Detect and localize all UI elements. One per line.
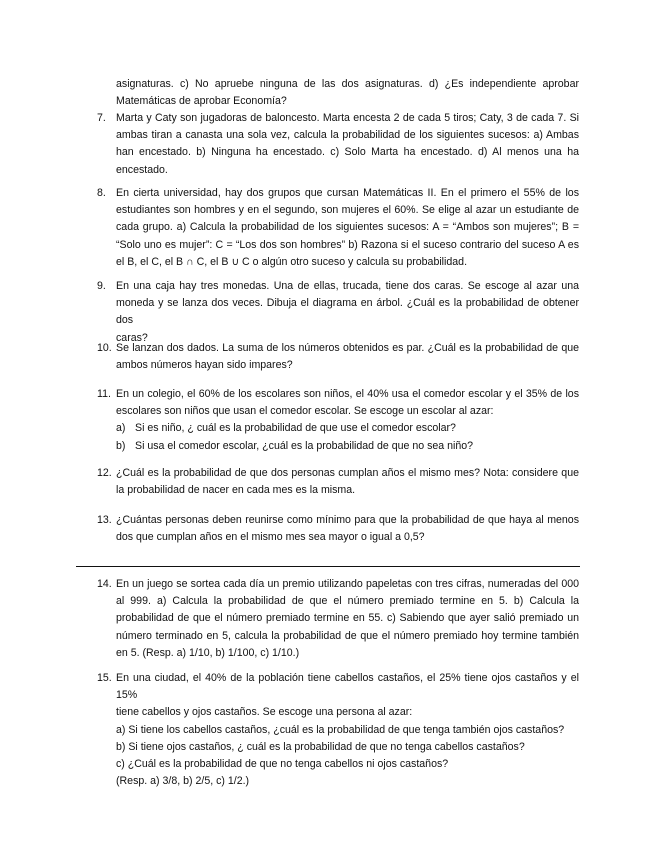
problem-number: 10. bbox=[97, 342, 112, 354]
text-line: Se lanzan dos dados. La suma de los números obtenidos es par. ¿Cuál es la probabilidad de que bbox=[116, 342, 579, 354]
subitem-label: b) bbox=[116, 439, 126, 452]
text-line: ambos números hayan sido impares? bbox=[116, 359, 293, 372]
problem-number: 7. bbox=[97, 112, 106, 124]
problem-number: 12. bbox=[97, 467, 112, 479]
problem-number: 13. bbox=[97, 514, 112, 526]
text-line: a) Si tiene los cabellos castaños, ¿cuál es la probabilidad de que tenga también ojos castaños? bbox=[116, 723, 565, 736]
subitem-text: Si usa el comedor escolar, ¿cuál es la probabilidad de que no sea niño? bbox=[135, 439, 474, 452]
text-line: Matemáticas de aprobar Economía? bbox=[116, 95, 287, 108]
text-line: En una caja hay tres monedas. Una de ellas, trucada, tiene dos caras. Se escoge al azar una bbox=[116, 280, 579, 292]
problem-number: 8. bbox=[97, 187, 106, 199]
text-line: dos que cumplan años en el mismo mes sea mayor o igual a 0,5? bbox=[116, 531, 425, 544]
text-line: En cierta universidad, hay dos grupos que cursan Matemáticas II. En el primero el 55% de los bbox=[116, 187, 579, 199]
text-line: la probabilidad de nacer en cada mes es la misma. bbox=[116, 484, 356, 497]
text-line: En una ciudad, el 40% de la población tiene cabellos castaños, el 25% tiene ojos castaños y el 15% bbox=[116, 672, 579, 702]
text-line: En un juego se sortea cada día un premio utilizando papeletas con tres cifras, numeradas del 000 bbox=[116, 578, 579, 590]
text-line: en 5. (Resp. a) 1/10, b) 1/100, c) 1/10.) bbox=[116, 646, 300, 659]
text-line: Marta y Caty son jugadoras de baloncesto. Marta encesta 2 de cada 5 tiros; Caty, 3 de cada 7. Si bbox=[116, 112, 579, 124]
problem-7 bbox=[97, 110, 579, 179]
text-line: caras? bbox=[116, 331, 148, 344]
subitem-text: Si es niño, ¿ cuál es la probabilidad de que use el comedor escolar? bbox=[135, 422, 456, 435]
text-line: ¿Cuántas personas deben reunirse como mínimo para que la probabilidad de que haya al menos bbox=[116, 514, 579, 526]
text-line: b) Si tiene ojos castaños, ¿ cuál es la probabilidad de que no tenga cabellos castaños? bbox=[116, 740, 525, 753]
text-line: tiene cabellos y ojos castaños. Se escoge una persona al azar: bbox=[116, 706, 413, 719]
text-line: moneda y se lanza dos veces. Dibuja el diagrama en árbol. ¿Cuál es la probabilidad de obtener dos bbox=[116, 297, 579, 327]
problem-number: 14. bbox=[97, 578, 112, 590]
problem-number: 9. bbox=[97, 280, 106, 292]
text-line: cada grupo. a) Calcula la probabilidad de los siguientes sucesos: A = “Ambos son mujeres”; B = bbox=[116, 221, 579, 234]
text-line: estudiantes son hombres y en el segundo, son mujeres el 60%. Se elige al azar un estudiante de bbox=[116, 204, 579, 217]
problem-13 bbox=[97, 512, 579, 546]
problem-number: 15. bbox=[97, 672, 112, 684]
text-line: c) ¿Cuál es la probabilidad de que no tenga cabellos ni ojos castaños? bbox=[116, 758, 449, 771]
text-line: número terminado en 5, calcula la probabilidad de que el número premiado hoy termine también bbox=[116, 629, 579, 642]
text-line: probabilidad de que el número premiado termine en 55. c) Sabiendo que ayer salió premiado un bbox=[116, 612, 579, 625]
text-line: han encestado. b) Ninguna ha encestado. c) Solo Marta ha encestado. d) Al menos una ha bbox=[116, 146, 579, 159]
problem-9 bbox=[97, 278, 579, 347]
problem-10 bbox=[97, 340, 579, 374]
text-line: ¿Cuál es la probabilidad de que dos personas cumplan años el mismo mes? Nota: considere que bbox=[116, 467, 579, 479]
problem-8 bbox=[97, 185, 579, 271]
text-line: escolares son niños que usan el comedor escolar. Se escoge un escolar al azar: bbox=[116, 405, 494, 418]
text-line: encestado. bbox=[116, 163, 168, 176]
subitem-b bbox=[116, 438, 579, 455]
subitem-label: a) bbox=[116, 422, 126, 435]
section-divider bbox=[76, 566, 580, 567]
text-line: asignaturas. c) No apruebe ninguna de las dos asignaturas. d) ¿Es independiente aprobar bbox=[116, 78, 579, 90]
text-line: el B, el C, el B ∩ C, el B ∪ C o algún otro suceso y calcula su probabilidad. bbox=[116, 255, 468, 268]
text-line: al 999. a) Calcula la probabilidad de que el número premiado termine en 5. b) Calcula la bbox=[116, 595, 579, 608]
problem-15 bbox=[97, 670, 579, 790]
continuation-paragraph bbox=[116, 76, 579, 110]
text-line: “Solo uno es mujer”: C = “Los dos son hombres” b) Razona si el suceso contrario del suceso A es bbox=[116, 238, 579, 251]
problem-12 bbox=[97, 465, 579, 499]
problem-number: 11. bbox=[97, 388, 111, 400]
problem-14 bbox=[97, 576, 579, 662]
text-line: (Resp. a) 3/8, b) 2/5, c) 1/2.) bbox=[116, 775, 250, 788]
subitem-a bbox=[116, 420, 579, 437]
text-line: ambas tiran a canasta una sola vez, calcula la probabilidad de los siguientes sucesos: a) Ambas bbox=[116, 129, 579, 142]
problem-11 bbox=[97, 386, 579, 455]
text-line: En un colegio, el 60% de los escolares son niños, el 40% usa el comedor escolar y el 35% de los bbox=[116, 388, 579, 400]
